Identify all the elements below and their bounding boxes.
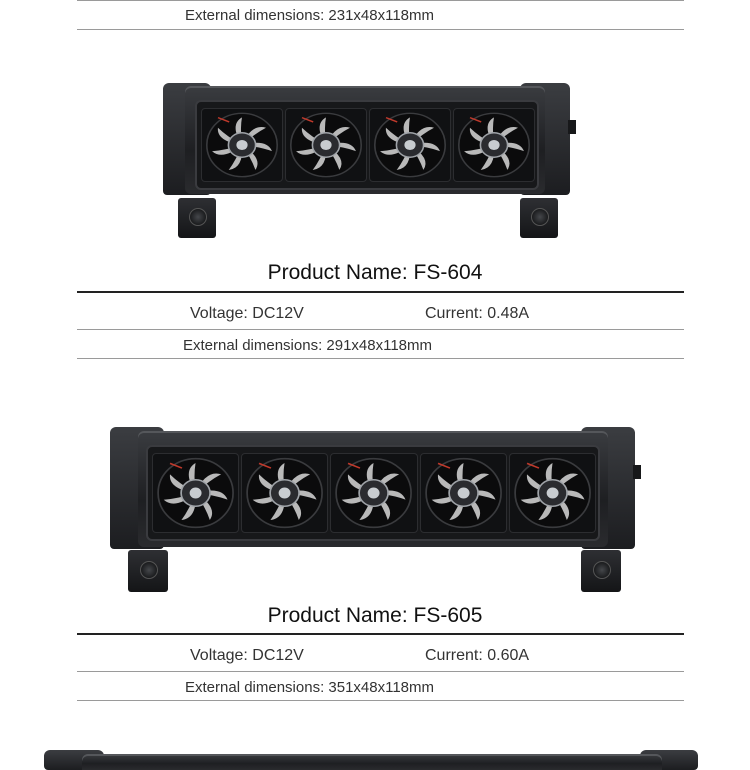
next-product-image-partial — [42, 750, 700, 767]
fs604-product-image — [160, 80, 580, 240]
fs605-fan-2 — [241, 453, 328, 533]
fs605-product-image — [108, 425, 643, 595]
fs605-divider-mid — [77, 671, 684, 672]
fs604-fan-2 — [285, 108, 367, 182]
fs604-divider-top — [77, 291, 684, 293]
fs604-divider-bottom — [77, 358, 684, 359]
fs604-voltage: Voltage: DC12V — [190, 305, 304, 322]
fs604-fan-3 — [369, 108, 451, 182]
fs605-voltage: Voltage: DC12V — [190, 647, 304, 664]
fs605-current: Current: 0.60A — [425, 647, 530, 664]
fs605-dimensions: External dimensions: 351x48x118mm — [185, 679, 435, 696]
top-divider — [77, 0, 684, 1]
fs604-divider-mid — [77, 329, 684, 330]
fs605-product-name: Product Name: FS-605 — [267, 604, 483, 627]
fs604-fan-1 — [201, 108, 283, 182]
fs604-fan-4 — [453, 108, 535, 182]
fs604-current: Current: 0.48A — [425, 305, 530, 322]
fs605-fan-1 — [152, 453, 239, 533]
fs604-product-name: Product Name: FS-604 — [267, 261, 483, 284]
top-dimensions: External dimensions: 231x48x118mm — [185, 7, 435, 24]
fs605-fan-5 — [509, 453, 596, 533]
fs605-fan-4 — [420, 453, 507, 533]
fs605-fan-3 — [330, 453, 417, 533]
fs605-divider-bottom — [77, 700, 684, 701]
fs604-dimensions: External dimensions: 291x48x118mm — [183, 337, 433, 354]
fs605-divider-top — [77, 633, 684, 635]
top-divider-bottom — [77, 29, 684, 30]
